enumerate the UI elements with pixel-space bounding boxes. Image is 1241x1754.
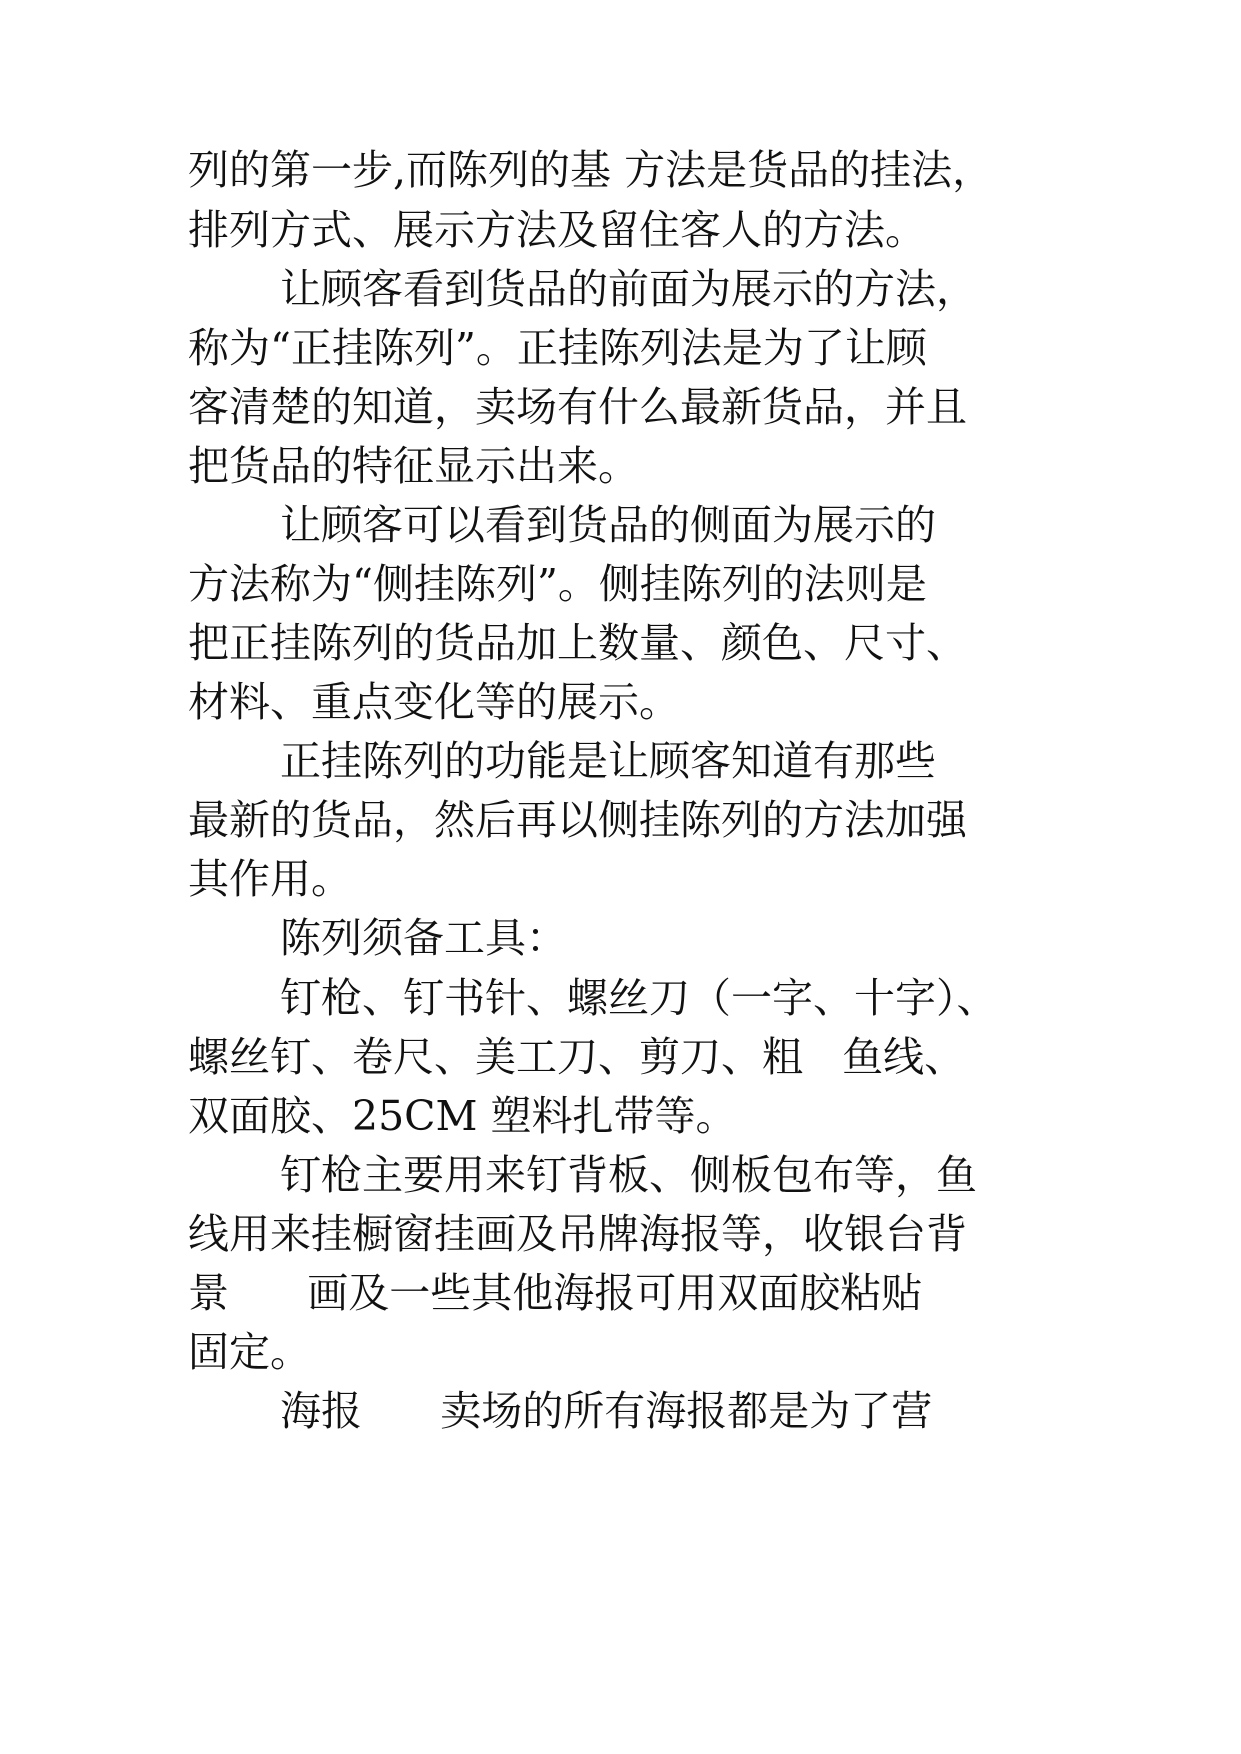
text-line: 其作用。 (188, 855, 352, 903)
text-line: 景 画及一些其他海报可用双面胶粘贴 (188, 1269, 923, 1317)
text-line: 排列方式、展示方法及留住客人的方法。 (188, 206, 926, 254)
text-line: 把正挂陈列的货品加上数量、颜色、尺寸、 (188, 619, 967, 667)
text-line: 双面胶、25CM 塑料扎带等。 (188, 1092, 737, 1140)
text-line: 材料、重点变化等的展示。 (188, 678, 680, 726)
text-line: 让顾客可以看到货品的侧面为展示的 (280, 501, 936, 549)
text-line: 海报 卖场的所有海报都是为了营 (280, 1387, 933, 1435)
text-line: 钉枪、钉书针、螺丝刀（一字、十字）、 (280, 974, 998, 1022)
text-line: 称为“正挂陈列”。正挂陈列法是为了让顾 (188, 324, 927, 372)
text-line: 正挂陈列的功能是让顾客知道有那些 (280, 737, 936, 785)
text-line: 陈列须备工具： (280, 914, 567, 962)
text-line: 客清楚的知道，卖场有什么最新货品，并且 (188, 383, 967, 431)
text-line: 螺丝钉、卷尺、美工刀、剪刀、粗 鱼线、 (188, 1033, 966, 1081)
text-line: 钉枪主要用来钉背板、侧板包布等，鱼 (280, 1151, 977, 1199)
text-line: 线用来挂橱窗挂画及吊牌海报等，收银台背 (188, 1210, 967, 1258)
text-line: 固定。 (188, 1328, 311, 1376)
text-line: 列的第一步,而陈列的基 方法是货品的挂法， (188, 146, 994, 194)
text-line: 让顾客看到货品的前面为展示的方法， (280, 265, 977, 313)
text-line: 把货品的特征显示出来。 (188, 442, 639, 490)
text-line: 方法称为“侧挂陈列”。侧挂陈列的法则是 (188, 560, 927, 608)
text-line: 最新的货品，然后再以侧挂陈列的方法加强 (188, 796, 967, 844)
